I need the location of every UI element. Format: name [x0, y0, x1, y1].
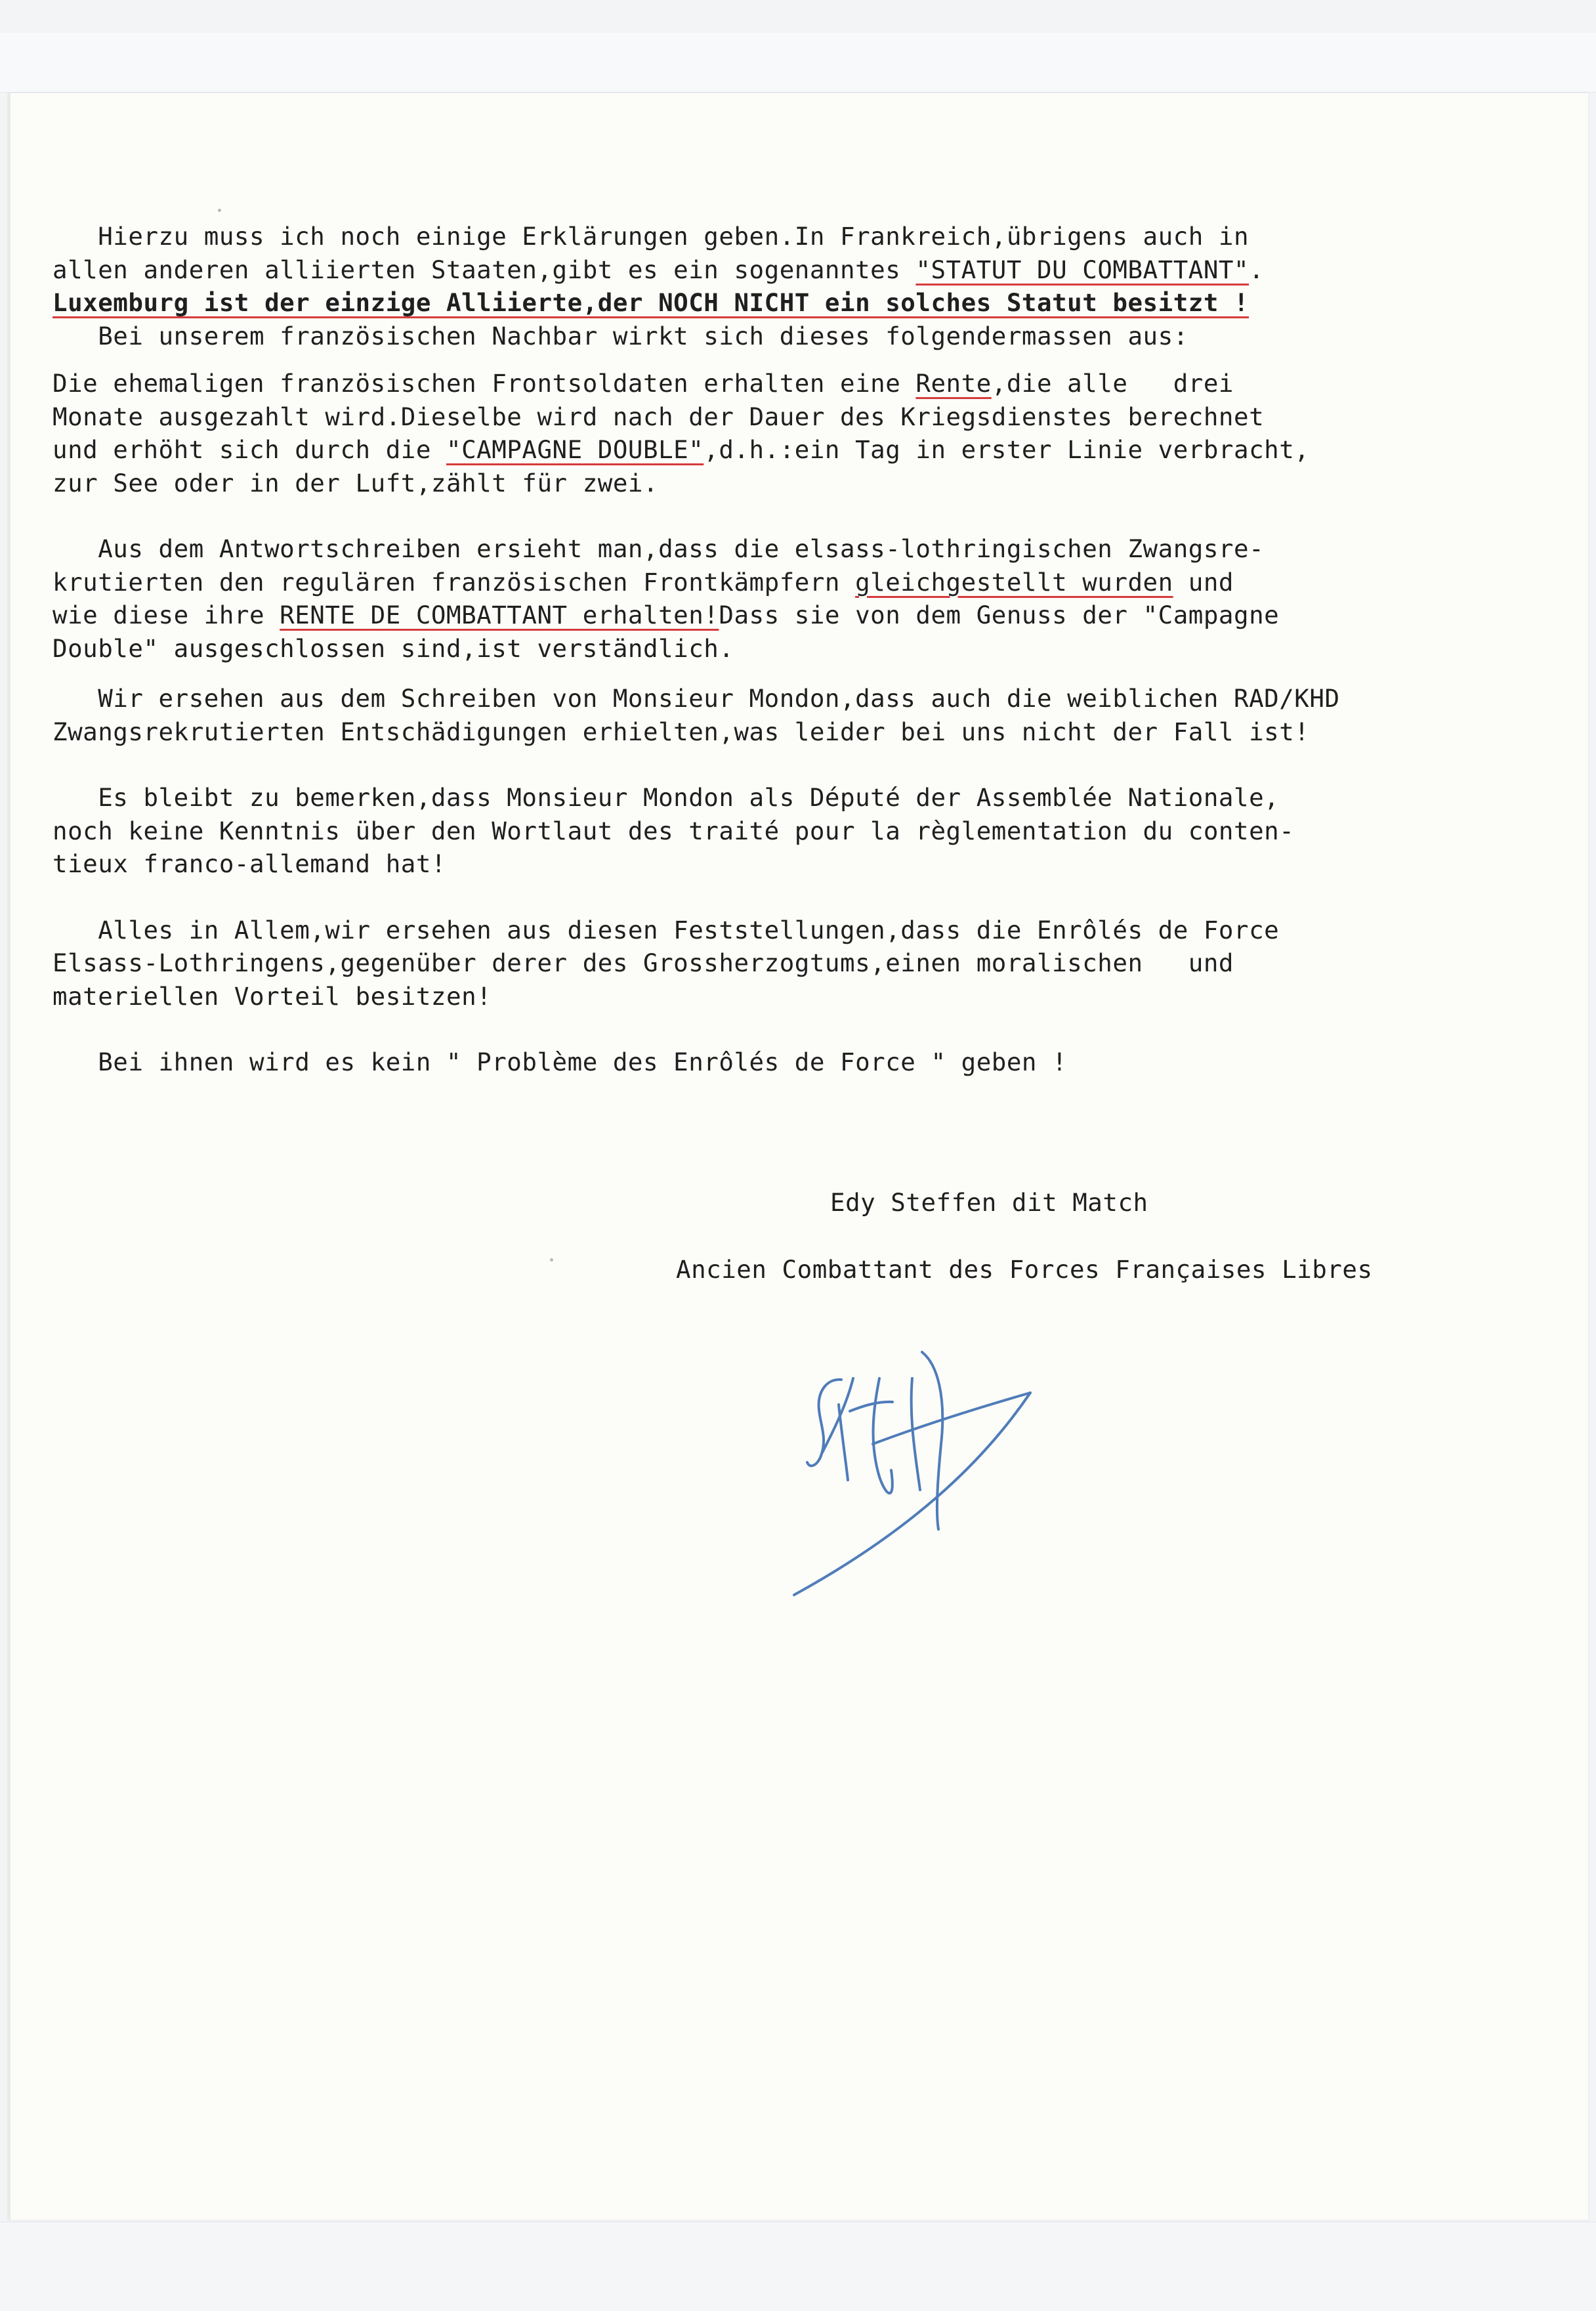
- underline-campagne-double: "CAMPAGNE DOUBLE": [446, 435, 704, 464]
- line-7-1: Bei ihnen wird es kein " Problème des Enrôlés de Force " geben !: [52, 1048, 1068, 1076]
- line-3-3: [52, 601, 1279, 629]
- line-3-2: [52, 568, 1234, 597]
- line-3-4: Double" ausgeschlossen sind,ist verständlich.: [52, 633, 734, 663]
- line-2-1: [52, 369, 1234, 398]
- line-2-3-a: und erhöht sich durch die: [52, 435, 446, 464]
- line-2-4: zur See oder in der Luft,zählt für zwei.: [52, 468, 659, 498]
- paragraph-antwortschreiben: [52, 532, 1516, 665]
- line-4-2: Zwangsrekrutierten Entschädigungen erhielten,was leider bei uns nicht der Fall ist!: [52, 717, 1310, 746]
- underline-gleichgestellt: gleichgestellt wurden: [855, 567, 1173, 597]
- line-1-1: Hierzu muss ich noch einige Erklärungen geben.In Frankreich,übrigens auch in: [52, 222, 1250, 251]
- line-5-3: tieux franco-allemand hat!: [52, 849, 446, 878]
- letter-body: [52, 220, 1516, 1079]
- line-5-2: noch keine Kenntnis über den Wortlaut des traité pour la règlementation du conten-: [52, 816, 1295, 845]
- underline-statut-du-combattant: "STATUT DU COMBATTANT": [915, 255, 1250, 284]
- line-2-2: Monate ausgezahlt wird.Dieselbe wird nach der Dauer des Kriegsdienstes berechnet: [52, 402, 1265, 431]
- line-3-2-a: krutierten den regulären französischen Frontkämpfern: [52, 567, 856, 597]
- line-3-3-b: Dass sie von dem Genuss der "Campagne: [719, 601, 1280, 629]
- line-5-1: Es bleibt zu bemerken,dass Monsieur Mondon als Député der Assemblée Nationale,: [52, 783, 1280, 812]
- paragraph-bemerkung: [52, 781, 1516, 881]
- line-6-2: Elsass-Lothringens,gegenüber derer des Grossherzogtums,einen moralischen und: [52, 948, 1234, 977]
- line-2-1-a: Die ehemaligen französischen Frontsoldaten erhalten eine: [52, 369, 916, 398]
- signatory-title: Ancien Combattant des Forces Françaises Libres: [676, 1255, 1373, 1284]
- line-1-2-end: .: [1249, 255, 1265, 284]
- line-3-2-b: und: [1173, 567, 1234, 597]
- page-left-edge: [8, 93, 10, 2220]
- paragraph-mondon-schreiben: [52, 682, 1516, 748]
- line-2-3: [52, 435, 1309, 464]
- line-1-4: Bei unserem französischen Nachbar wirkt sich dieses folgendermassen aus:: [52, 321, 1188, 350]
- line-1-2-text: allen anderen alliierten Staaten,gibt es ein sogenanntes: [52, 255, 916, 284]
- underline-rente: Rente: [915, 369, 992, 398]
- paragraph-feststellungen: [52, 914, 1516, 1013]
- underline-luxemburg-statement: Luxemburg ist der einzige Alliierte,der NOCH NICHT ein solches Statut besitzt !: [52, 288, 1250, 317]
- line-6-3: materiellen Vorteil besitzen!: [52, 981, 492, 1011]
- scan-top-border: [0, 33, 1596, 93]
- paragraph-rente: [52, 367, 1516, 499]
- line-6-1: Alles in Allem,wir ersehen aus diesen Feststellungen,dass die Enrôlés de Force: [52, 915, 1280, 944]
- underline-rente-de-combattant: RENTE DE COMBATTANT erhalten!: [280, 601, 719, 629]
- handwritten-signature-icon: [781, 1339, 1148, 1615]
- line-2-1-b: ,die alle drei: [991, 369, 1234, 398]
- paper-speck: [218, 209, 221, 212]
- paragraph-conclusion: [52, 1046, 1516, 1079]
- line-4-1: Wir ersehen aus dem Schreiben von Monsieur Mondon,dass auch die weiblichen RAD/KHD: [52, 684, 1340, 713]
- signatory-name: Edy Steffen dit Match: [830, 1188, 1148, 1217]
- paper-speck: [550, 1258, 553, 1262]
- paragraph-intro: [52, 220, 1516, 352]
- scan-bottom-border: [0, 2222, 1596, 2311]
- line-1-2: [52, 255, 1264, 284]
- line-2-3-b: ,d.h.:ein Tag in erster Linie verbracht,: [704, 435, 1310, 464]
- line-3-1: Aus dem Antwortschreiben ersieht man,dass die elsass-lothringischen Zwangsre-: [52, 534, 1265, 563]
- line-3-3-a: wie diese ihre: [52, 601, 280, 629]
